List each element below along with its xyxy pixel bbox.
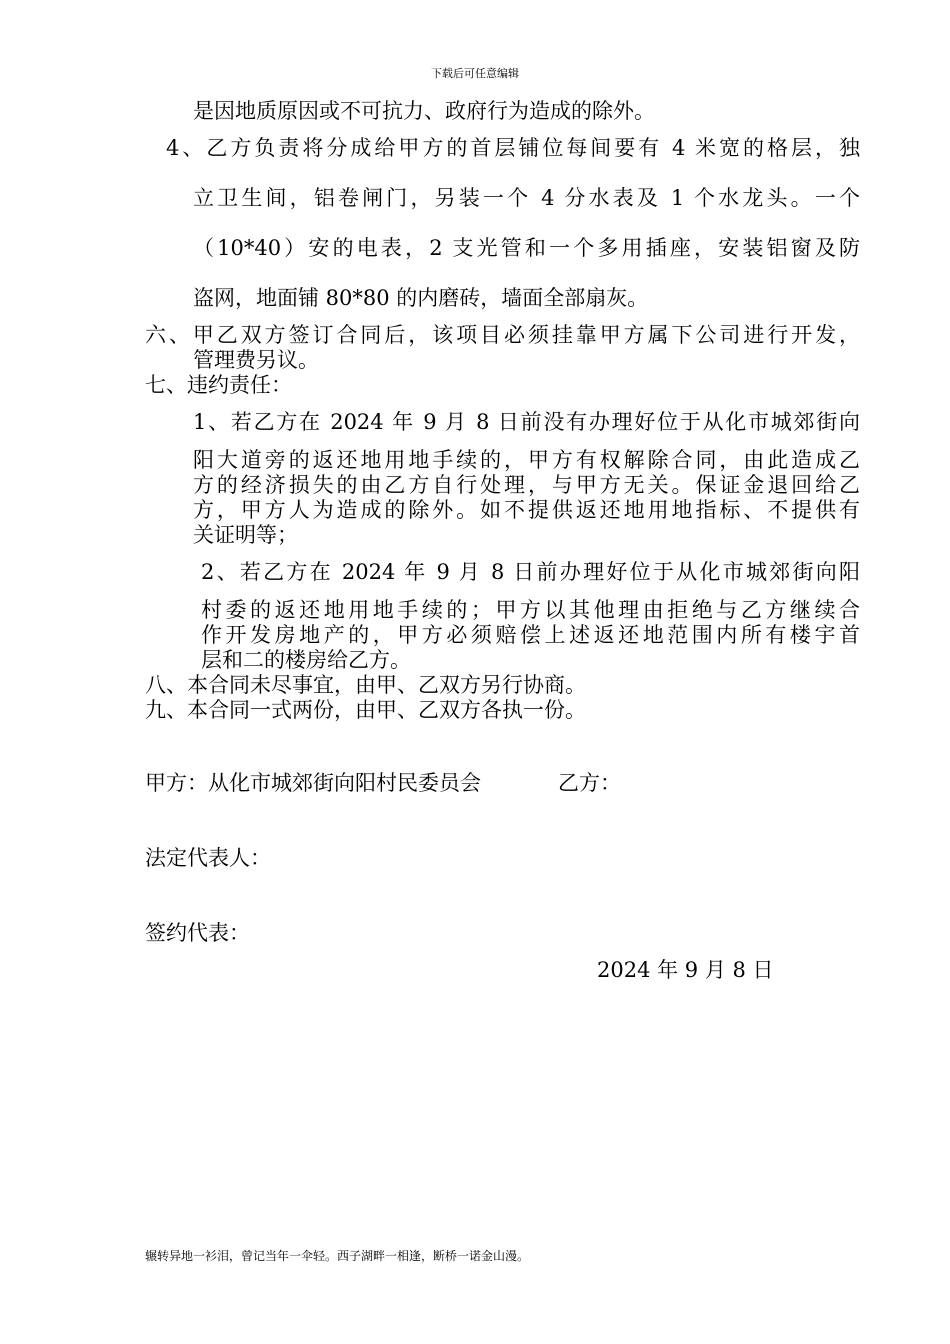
section7-item1-line4: 方，甲方人为造成的除外。如不提供返还地用地指标、不提供有 [193,498,860,522]
legal-representative: 法定代表人： [145,846,271,870]
section9: 九、本合同一式两份，由甲、乙双方各执一份。 [145,698,586,722]
clause-continuation: 是因地质原因或不可抗力、政府行为造成的除外。 [193,99,655,123]
party-a-signature: 甲方：从化市城郊街向阳村民委员会 [145,771,481,795]
section7-item1-line2: 阳大道旁的返还地用地手续的，甲方有权解除合同，由此造成乙 [193,448,860,472]
section7-item1-line3: 方的经济损失的由乙方自行处理，与甲方无关。保证金退回给乙 [193,473,860,497]
signing-representative: 签约代表： [145,921,250,945]
item4-line1: 4、乙方负责将分成给甲方的首层铺位每间要有 4 米宽的格层，独 [166,136,860,160]
section7-item1-line5: 关证明等； [193,523,298,547]
signing-date: 2024 年 9 月 8 日 [597,958,774,982]
section6-line2: 管理费另议。 [193,348,319,372]
section7-item1-line1: 1、若乙方在 2024 年 9 月 8 日前没有办理好位于从化市城郊街向 [193,410,860,434]
section7-item2-line4: 层和二的楼房给乙方。 [201,648,411,672]
page-footer: 辗转异地一衫泪，曾记当年一伞轻。西子湖畔一相逢，断桥一诺金山漫。 [145,1249,530,1263]
item4-line4: 盗网，地面铺 80*80 的内磨砖，墙面全部扇灰。 [193,286,649,310]
party-b-signature: 乙方： [558,771,621,795]
section8: 八、本合同未尽事宜，由甲、乙双方另行协商。 [145,673,586,697]
item4-line2: 立卫生间，铝卷闸门，另装一个 4 分水表及 1 个水龙头。一个 [193,186,860,210]
page-header: 下载后可任意编辑 [431,67,519,80]
item4-line3: （10*40）安的电表，2 支光管和一个多用插座，安装铝窗及防 [193,236,860,260]
section7-item2-line3: 作开发房地产的，甲方必须赔偿上述返还地范围内所有楼宇首 [201,623,860,647]
section6-line1: 六、甲乙双方签订合同后，该项目必须挂靠甲方属下公司进行开发， [145,323,860,347]
section7-item2-line1: 2、若乙方在 2024 年 9 月 8 日前办理好位于从化市城郊街向阳 [201,560,860,584]
section7-title: 七、违约责任： [145,373,292,397]
section7-item2-line2: 村委的返还地用地手续的；甲方以其他理由拒绝与乙方继续合 [201,598,860,622]
